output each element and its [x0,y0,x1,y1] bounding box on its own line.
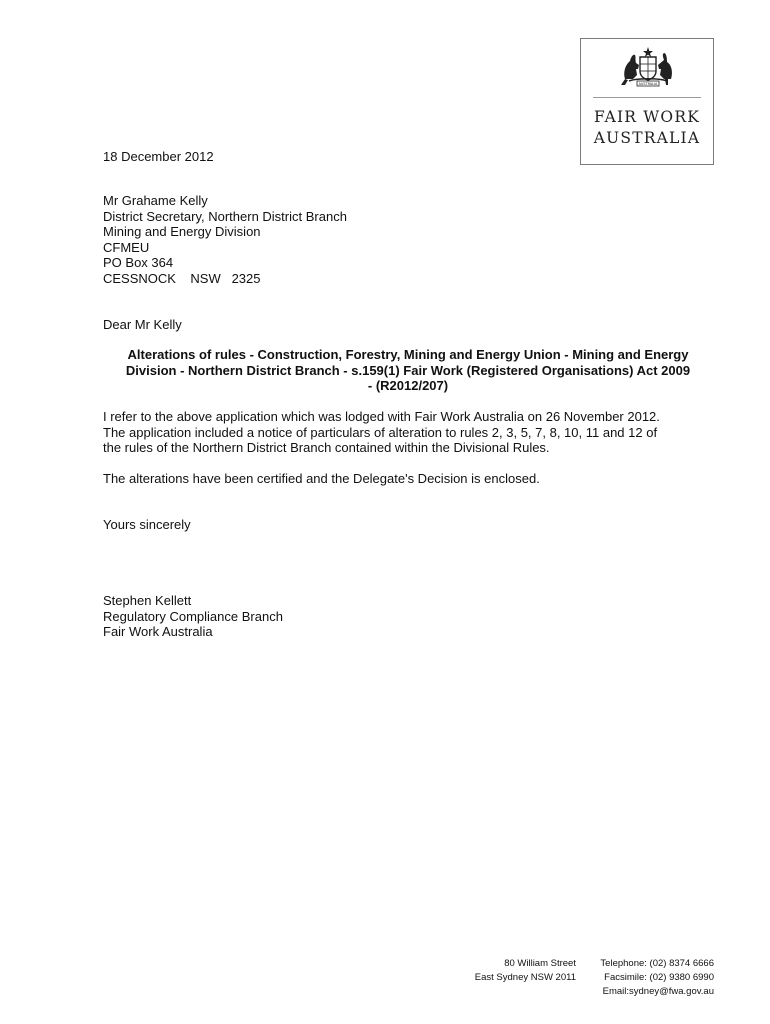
recipient-address [103,193,347,287]
recipient-line: CESSNOCK NSW 2325 [103,270,261,286]
fair-work-australia-logo [580,38,714,165]
body-line: The application included a notice of particulars of alteration to rules 2, 3, 5, 7, 8, 10, 11 and 12 of [103,424,658,440]
body-line: the rules of the Northern District Branch contained within the Divisional Rules. [103,440,550,456]
body-line: I refer to the above application which was lodged with Fair Work Australia on 26 November 2012. [103,409,660,424]
recipient-line: Mining and Energy Division [103,224,261,240]
recipient-line: PO Box 364 [103,255,174,271]
body-paragraph-1 [103,409,715,456]
crest-scroll-label: AUSTRALIA [638,82,658,86]
logo-divider [593,97,701,98]
salutation: Dear Mr Kelly [103,317,182,332]
logo-line-1: FAIR WORK [593,108,700,126]
footer-address-line: 80 William Street [504,958,576,969]
signatory-branch: Regulatory Compliance Branch [103,608,283,624]
signatory-organisation: Fair Work Australia [103,624,213,640]
footer-address [475,957,576,985]
logo-wordmark [581,107,713,149]
logo-line-2: AUSTRALIA [593,129,701,147]
recipient-line: District Secretary, Northern District Branch [103,208,347,224]
footer-telephone: Telephone: (02) 8374 6666 [600,958,714,969]
signatory-name: Stephen Kellett [103,593,192,608]
subject-line: Alterations of rules - Construction, Forestry, Mining and Energy Union - Mining and Energy [127,347,689,362]
subject-line: - (R2012/207) [367,378,449,394]
body-paragraph-2: The alterations have been certified and the Delegate's Decision is enclosed. [103,471,540,486]
subject-line: Division - Northern District Branch - s.159(1) Fair Work (Registered Organisations) Act 2009 [125,362,691,378]
footer-facsimile: Facsimile: (02) 9380 6990 [604,972,714,983]
recipient-line: Mr Grahame Kelly [103,193,208,208]
footer-address-line: East Sydney NSW 2011 [474,972,576,983]
closing: Yours sincerely [103,517,191,532]
footer-contact [600,957,714,999]
footer-email[interactable]: Email:sydney@fwa.gov.au [602,986,714,997]
coat-of-arms-icon [619,45,677,87]
recipient-line: CFMEU [103,239,150,255]
subject-heading [103,347,713,394]
signature-block [103,593,283,640]
letter-date: 18 December 2012 [103,149,214,164]
